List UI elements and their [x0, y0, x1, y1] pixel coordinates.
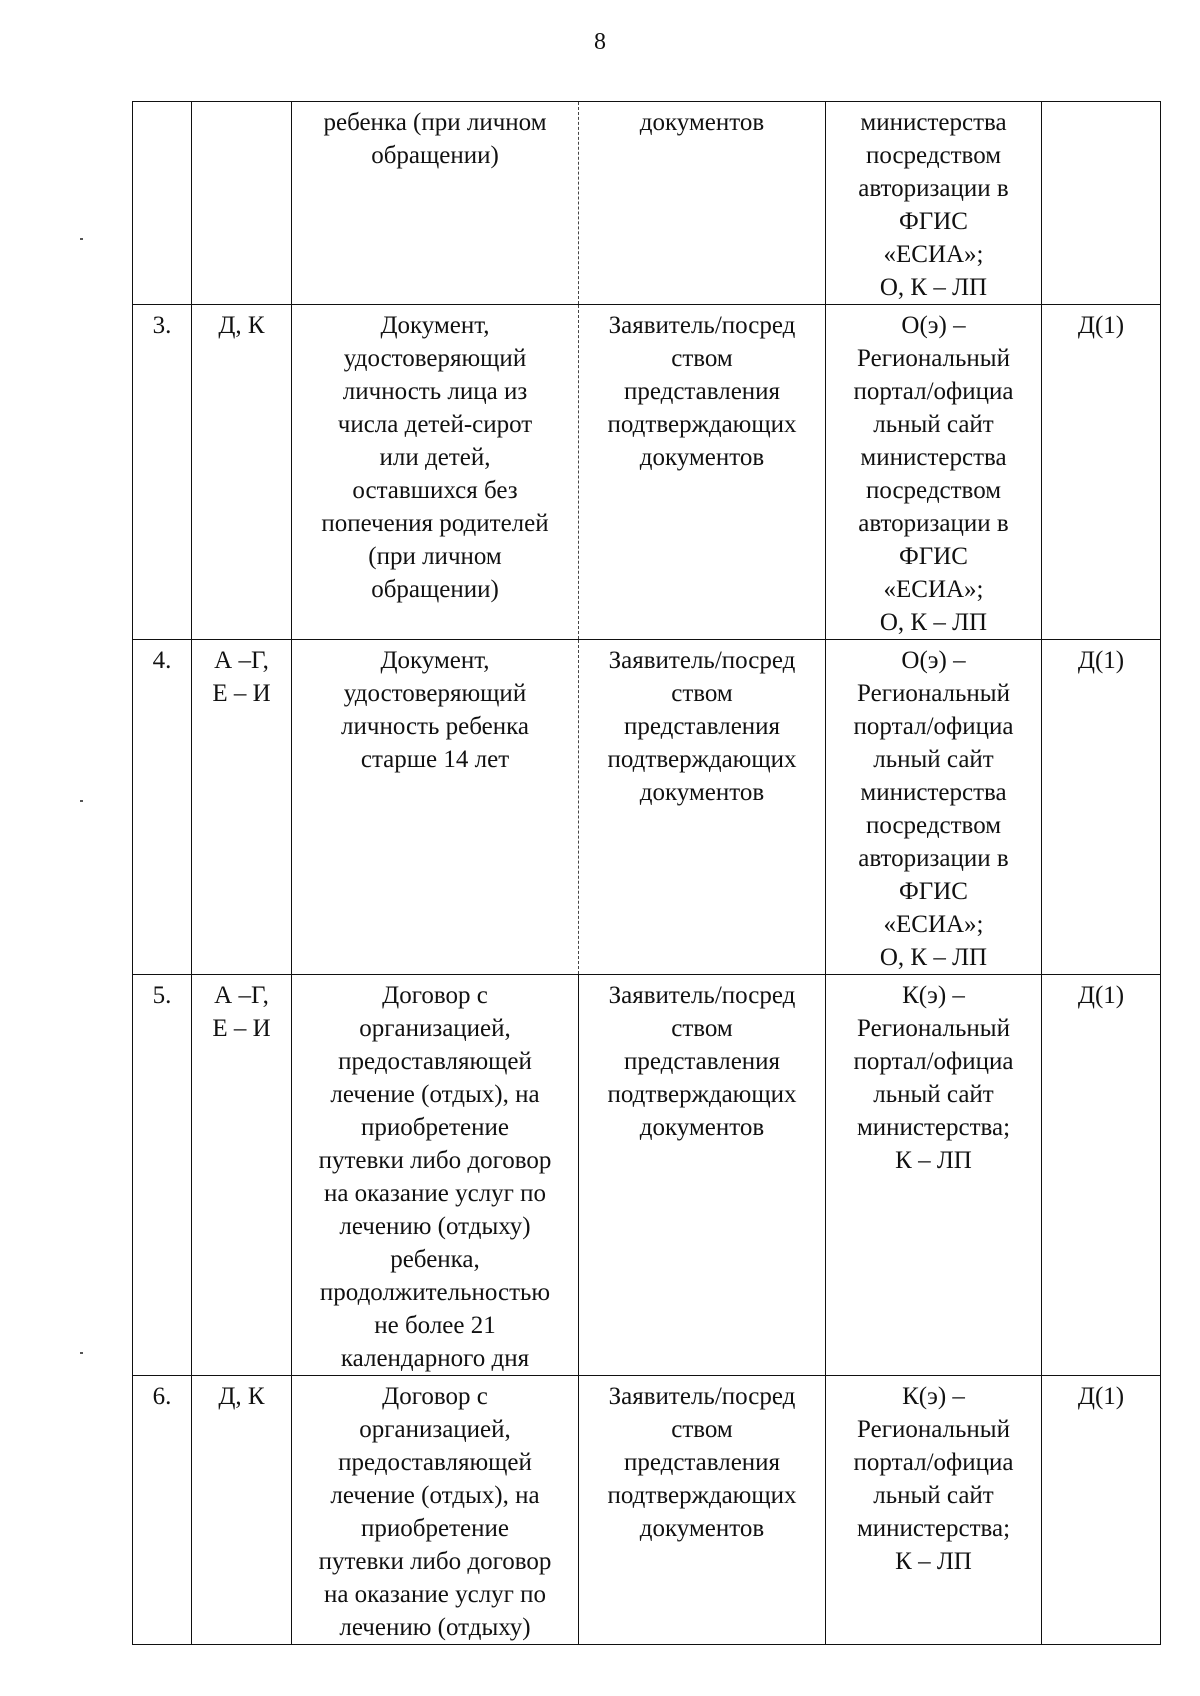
table-row [133, 640, 1161, 975]
document-text: Документ, удостоверяющий личность ребенка старше 14 лет [341, 647, 529, 773]
note-cell [1042, 1376, 1161, 1645]
category-cell [192, 1376, 292, 1645]
submission-text: Заявитель/посред ством представления подтверждающих документов [607, 1383, 797, 1542]
note-text: Д(1) [1077, 312, 1125, 339]
document-text: Документ, удостоверяющий личность лица из числа детей-сирот или детей, оставшихся без попечения родителей (при личном обращении) [321, 312, 549, 603]
note-cell [1042, 102, 1161, 305]
document-cell [292, 305, 579, 640]
category-cell [192, 640, 292, 975]
margin-mark [80, 800, 83, 802]
submission-text: Заявитель/посред ством представления подтверждающих документов [607, 982, 797, 1141]
category-cell [192, 305, 292, 640]
form-text: О(э) – Региональный портал/официа льный сайт министерства посредством авторизации в ФГИС «ЕСИА»; О, К – ЛП [853, 647, 1014, 971]
row-number: 4. [152, 647, 172, 674]
form-text: министерства посредством авторизации в ФГИС «ЕСИА»; О, К – ЛП [858, 109, 1009, 301]
submission-cell [579, 975, 826, 1376]
row-number-cell [133, 305, 192, 640]
form-cell [826, 305, 1042, 640]
form-cell [826, 975, 1042, 1376]
form-text: К(э) – Региональный портал/официа льный сайт министерства; К – ЛП [853, 982, 1014, 1174]
documents-table [132, 101, 1161, 1645]
note-cell [1042, 305, 1161, 640]
row-number: 5. [152, 982, 172, 1009]
category-cell [192, 102, 292, 305]
note-cell [1042, 975, 1161, 1376]
document-text: Договор с организацией, предоставляющей лечение (отдых), на приобретение путевки либо договор на оказание услуг по лечению (отдыху) [318, 1383, 552, 1641]
table-row [133, 305, 1161, 640]
row-number-cell [133, 975, 192, 1376]
document-text: Договор с организацией, предоставляющей лечение (отдых), на приобретение путевки либо договор на оказание услуг по лечению (отдыху) ребенка, продолжительностью не более 21 календарного дня [318, 982, 552, 1372]
form-text: О(э) – Региональный портал/официа льный сайт министерства посредством авторизации в ФГИС «ЕСИА»; О, К – ЛП [853, 312, 1014, 636]
row-number-cell [133, 1376, 192, 1645]
document-cell [292, 1376, 579, 1645]
note-text: Д(1) [1077, 647, 1125, 674]
note-text: Д(1) [1077, 1383, 1125, 1410]
row-number-cell [133, 102, 192, 305]
category-text: А –Г, Е – И [212, 982, 271, 1042]
note-cell [1042, 640, 1161, 975]
category-text: Д, К [218, 1383, 265, 1410]
category-cell [192, 975, 292, 1376]
form-cell [826, 640, 1042, 975]
category-text: А –Г, Е – И [212, 647, 271, 707]
document-cell [292, 640, 579, 975]
table-row [133, 1376, 1161, 1645]
form-cell [826, 102, 1042, 305]
document-cell [292, 102, 579, 305]
margin-mark [80, 238, 83, 240]
row-number: 6. [152, 1383, 172, 1410]
form-cell [826, 1376, 1042, 1645]
form-text: К(э) – Региональный портал/официа льный сайт министерства; К – ЛП [853, 1383, 1014, 1575]
submission-text: Заявитель/посред ством представления подтверждающих документов [607, 312, 797, 471]
margin-mark [80, 1352, 83, 1354]
document-cell [292, 975, 579, 1376]
submission-cell [579, 1376, 826, 1645]
document-text: ребенка (при личном обращении) [323, 109, 547, 169]
submission-cell [579, 640, 826, 975]
row-number-cell [133, 640, 192, 975]
submission-cell [579, 305, 826, 640]
note-text: Д(1) [1077, 982, 1125, 1009]
submission-cell [579, 102, 826, 305]
submission-text: Заявитель/посред ством представления подтверждающих документов [607, 647, 797, 806]
table-row [133, 102, 1161, 305]
table-row [133, 975, 1161, 1376]
submission-text: документов [639, 109, 765, 136]
page-number: 8 [594, 29, 606, 55]
category-text: Д, К [218, 312, 265, 339]
row-number: 3. [152, 312, 172, 339]
